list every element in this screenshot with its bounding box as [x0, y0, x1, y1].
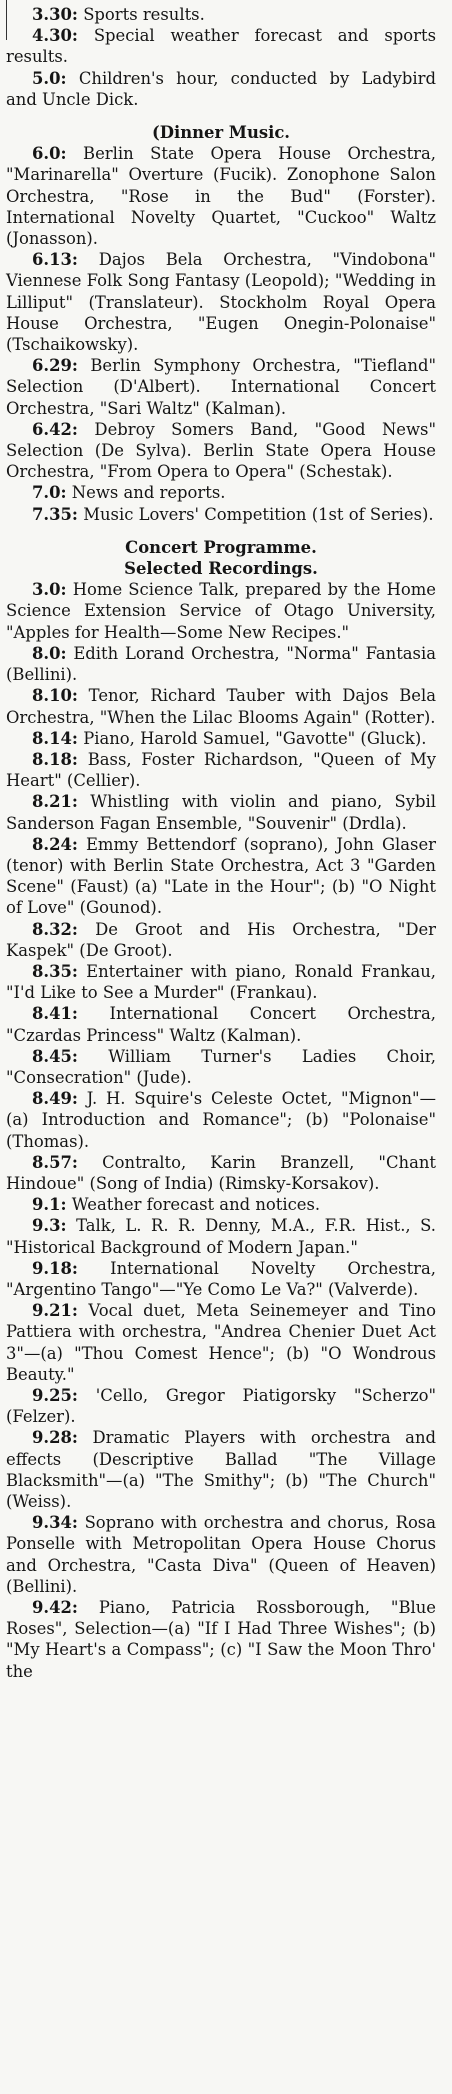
concert-section [6, 579, 436, 1682]
entry-time: 8.57: [32, 1152, 78, 1172]
list-item [6, 1215, 436, 1257]
entry-time: 8.32: [32, 919, 78, 939]
list-item [6, 1088, 436, 1152]
entry-text: Music Lovers' Competition (1st of Series). [83, 504, 434, 524]
entry-time: 8.45: [32, 1046, 78, 1066]
entry-text: Whistling with violin and piano, Sybil Sanderson Fagan Ensemble, "Souvenir" (Drdla). [6, 792, 436, 833]
dinner-section [6, 143, 436, 525]
entry-time: 9.25: [32, 1386, 78, 1405]
entry-text: De Groot and His Orchestra, "Der Kaspek" (De Groot). [6, 919, 436, 960]
list-item [6, 1512, 436, 1597]
list-item [6, 482, 436, 503]
entry-text: J. H. Squire's Celeste Octet, "Mignon"—(a) Introduction and Romance"; (b) "Polonaise" (Thomas). [6, 1089, 436, 1151]
entry-time: 9.42: [32, 1598, 78, 1618]
list-item [6, 749, 436, 791]
list-item [6, 4, 436, 25]
list-item [6, 355, 436, 419]
list-item [6, 1194, 436, 1215]
selected-recordings-subheading: Selected Recordings. [124, 559, 318, 579]
entry-time: 4.30: [32, 26, 78, 46]
list-item [6, 1597, 436, 1682]
list-item [6, 1427, 436, 1512]
entry-text: Home Science Talk, prepared by the Home Science Extension Service of Otago University, "Apples for Health—Some New Recipes." [6, 580, 436, 642]
entry-text: International Novelty Orchestra, "Argentino Tango"—"Ye Como Le Va?" (Valverde). [6, 1258, 437, 1299]
entry-time: 8.24: [32, 834, 78, 854]
entry-time: 8.14: [32, 728, 78, 748]
entry-time: 6.42: [32, 419, 78, 439]
entry-time: 6.13: [32, 250, 78, 270]
entry-time: 9.18: [32, 1258, 78, 1278]
entry-time: 8.0: [32, 643, 67, 663]
entry-time: 9.28: [32, 1428, 78, 1448]
entry-time: 7.35: [32, 504, 78, 524]
entry-text: Special weather forecast and sports results. [6, 26, 436, 67]
concert-programme-heading: Concert Programme. [125, 537, 317, 557]
entry-time: 3.0: [32, 580, 67, 600]
entry-time: 9.1: [32, 1195, 67, 1215]
entry-text: News and reports. [71, 483, 226, 503]
entry-time: 6.29: [32, 356, 78, 376]
entry-text: Edith Lorand Orchestra, "Norma" Fantasia (Bellini). [6, 643, 436, 685]
entry-time: 9.3: [32, 1216, 67, 1236]
list-item [6, 919, 436, 961]
entry-text: Piano, Patricia Rossborough, "Blue Roses", Selection—(a) "If I Had Three Wishes"; (b) "My Heart's a Compass"; (c) "I Saw the Moon Thro' the [6, 1598, 436, 1681]
list-item [6, 1152, 436, 1194]
entry-time: 8.10: [32, 686, 78, 706]
entry-time: 3.30: [32, 5, 78, 24]
list-item [6, 68, 436, 110]
entry-text: Debroy Somers Band, "Good News" Selection (De Sylva). Berlin State Opera House Orchestra, "From Opera to Opera" (Schestak). [6, 419, 436, 482]
entry-time: 5.0: [32, 68, 67, 88]
entry-time: 8.49: [32, 1089, 78, 1109]
list-item [6, 579, 436, 643]
entry-text: Piano, Harold Samuel, "Gavotte" (Gluck). [83, 728, 427, 748]
list-item [6, 1258, 436, 1300]
entry-text: Contralto, Karin Branzell, "Chant Hindoue" (Song of India) (Rimsky-Korsakov). [6, 1152, 436, 1193]
entry-text: Berlin State Opera House Orchestra, "Marinarella" Overture (Fucik). Zonophone Salon Orchestra, "Rose in the Bud" (Forster). International Novelty Quartet, "Cuckoo" Waltz (Jonasson). [6, 144, 436, 249]
list-item [6, 643, 436, 685]
list-item [6, 961, 436, 1003]
list-item [6, 728, 436, 749]
list-item [6, 791, 436, 833]
list-item [6, 1300, 436, 1385]
entry-time: 8.41: [32, 1004, 78, 1024]
list-item [6, 25, 436, 67]
list-item [6, 249, 436, 355]
list-item [6, 1003, 436, 1045]
list-item [6, 419, 436, 483]
list-item [6, 834, 436, 919]
entry-text: Talk, L. R. R. Denny, M.A., F.R. Hist., S. "Historical Background of Modern Japan." [6, 1216, 437, 1257]
list-item [6, 143, 436, 249]
entry-time: 8.21: [32, 792, 78, 812]
entry-text: Berlin Symphony Orchestra, "Tiefland" Selection (D'Albert). International Concert Orchestra, "Sari Waltz" (Kalman). [6, 356, 436, 418]
entry-text: Tenor, Richard Tauber with Dajos Bela Orchestra, "When the Lilac Blooms Again" (Rotter). [6, 686, 436, 727]
entry-text: Emmy Bettendorf (soprano), John Glaser (tenor) with Berlin State Orchestra, Act 3 "Garden Scene" (Faust) (a) "Late in the Hour"; (b) "O Night of Love" (Gounod). [6, 834, 436, 918]
entry-text: Bass, Foster Richardson, "Queen of My Heart" (Cellier). [6, 749, 436, 791]
programme-column [6, 0, 436, 1682]
list-item [6, 1046, 436, 1088]
dinner-music-heading: (Dinner Music. [152, 123, 290, 143]
entry-text: Dajos Bela Orchestra, "Vindobona" Viennese Folk Song Fantasy (Leopold); "Wedding in Lilliput" (Translateur). Stockholm Royal Opera House Orchestra, "Eugen Onegin-Polonaise" (Tschaikowsky). [6, 250, 436, 355]
entry-text: Vocal duet, Meta Seinemeyer and Tino Pattiera with orchestra, "Andrea Chenier Duet Act 3"—(a) "Thou Comest Hence"; (b) "O Wondrous Beauty." [6, 1301, 436, 1384]
entry-text: Dramatic Players with orchestra and effects (Descriptive Ballad "The Village Blacksmith"—(a) "The Smithy"; (b) "The Church" (Weiss). [6, 1428, 436, 1512]
entry-time: 9.34: [32, 1513, 78, 1533]
entry-text: Weather forecast and notices. [71, 1195, 321, 1215]
entry-text: Soprano with orchestra and chorus, Rosa Ponselle with Metropolitan Opera House Chorus and Orchestra, "Casta Diva" (Queen of Heaven) (Bellini). [6, 1513, 436, 1596]
list-item [6, 504, 436, 525]
entry-time: 8.35: [32, 961, 78, 981]
entry-text: Entertainer with piano, Ronald Frankau, "I'd Like to See a Murder" (Frankau). [6, 961, 436, 1003]
entry-text: International Concert Orchestra, "Czardas Princess" Waltz (Kalman). [6, 1004, 436, 1045]
list-item [6, 685, 436, 727]
entry-text: Children's hour, conducted by Ladybird and Uncle Dick. [6, 68, 436, 109]
entry-text: William Turner's Ladies Choir, "Consecration" (Jude). [6, 1046, 436, 1087]
column-rule [6, 0, 7, 40]
evening-section [6, 4, 436, 110]
entry-time: 6.0: [32, 144, 67, 164]
entry-time: 7.0: [32, 483, 67, 503]
entry-text: Sports results. [83, 5, 205, 24]
entry-time: 9.21: [32, 1301, 78, 1321]
list-item [6, 1385, 436, 1427]
entry-time: 8.18: [32, 749, 78, 769]
entry-text: 'Cello, Gregor Piatigorsky "Scherzo" (Felzer). [6, 1386, 436, 1427]
